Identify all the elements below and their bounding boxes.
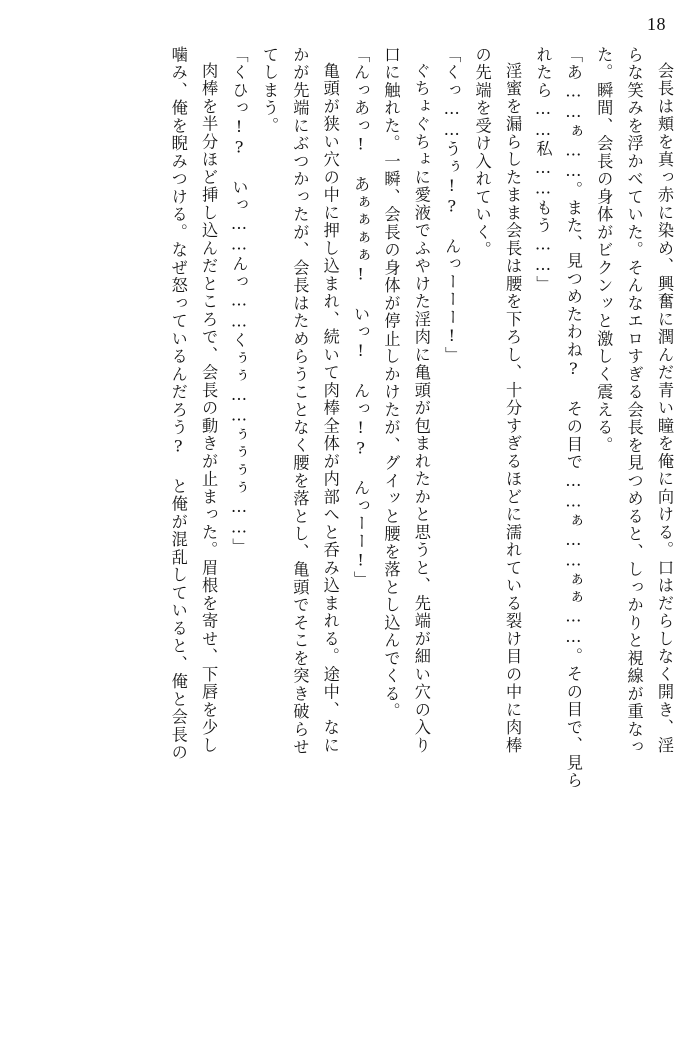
- text-line: 「くひっ!? いっ……んっ……くぅぅ……ぅぅぅぅ……」: [229, 46, 249, 557]
- text-line: の先端を受け入れていく。: [472, 46, 492, 259]
- text-line: た。瞬間、会長の身体がビクンッと激しく震える。: [594, 46, 614, 455]
- text-line: 肉棒を半分ほど挿し込んだところで、会長の動きが止まった。眉根を寄せ、下唇を少し: [199, 62, 219, 755]
- text-line: 会長は頬を真っ赤に染め、興奮に潤んだ青い瞳を俺に向ける。口はだらしなく開き、淫: [655, 62, 674, 755]
- text-line: 口に触れた。一瞬、会長の身体が停止しかけたが、グイッと腰を落とし込んでくる。: [381, 46, 401, 721]
- text-line: 「んっあっ! あぁぁぁぁ! いっ! んっ!? んっーー!」: [351, 46, 371, 589]
- vertical-text-body: [28, 46, 672, 1028]
- text-line: てしまう。: [259, 46, 279, 135]
- text-line: 亀頭が狭い穴の中に押し込まれ、続いて肉棒全体が内部へと呑み込まれる。途中、なに: [320, 62, 340, 755]
- text-line: らな笑みを浮かべていた。そんなエロすぎる会長を見つめると、しっかりと視線が重なっ: [624, 46, 644, 756]
- text-line: 「くっ……うぅ!? んっーーー!」: [442, 46, 462, 365]
- text-line: 淫蜜を漏らしたまま会長は腰を下ろし、十分すぎるほどに濡れている裂け目の中に肉棒: [503, 62, 523, 755]
- text-line: 噛み、俺を睨みつける。なぜ怒っているんだろう? と俺が混乱していると、俺と会長の: [168, 46, 188, 762]
- text-line: れたら……私……もう……」: [533, 46, 553, 294]
- page-number: 18: [647, 14, 666, 34]
- text-line: かが先端にぶつかったが、会長はためらうことなく腰を落とし、亀頭でそこを突き破らせ: [290, 46, 310, 756]
- text-line: ぐちょぐちょに愛液でふやけた淫肉に亀頭が包まれたかと思うと、先端が細い穴の入り: [411, 62, 431, 755]
- text-line: 「あ……ぁ……。また、見つめたわね? その目で……ぁ……ぁぁ……。その目で、見ら: [563, 46, 583, 790]
